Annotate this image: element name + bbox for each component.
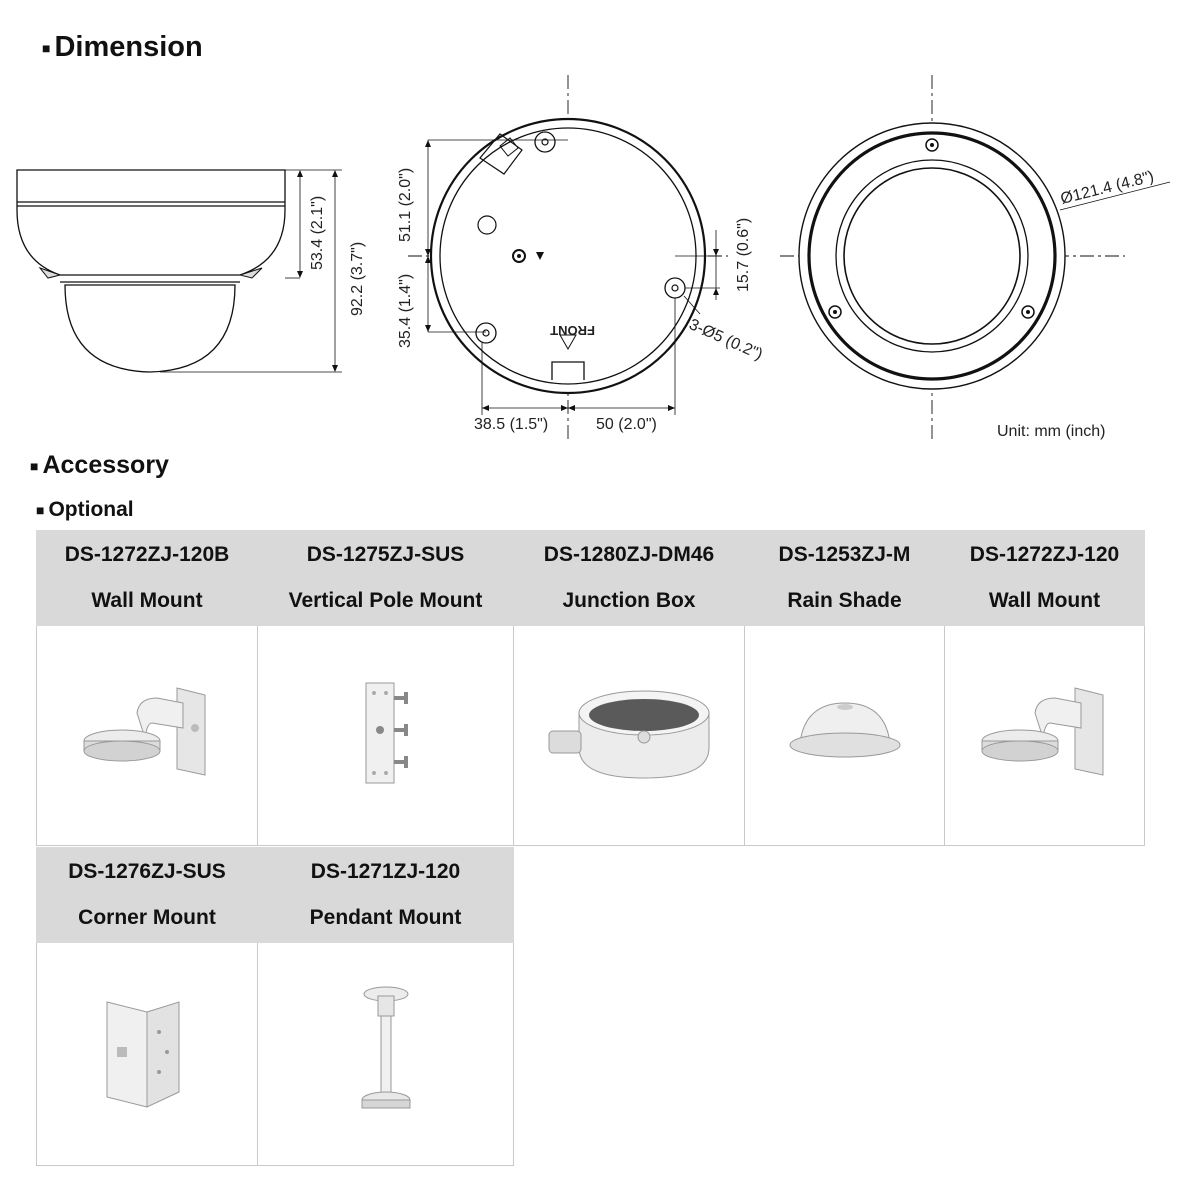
rain-shade-icon — [785, 693, 905, 773]
accessory-image-cell — [258, 943, 514, 1166]
optional-title: Optional — [48, 498, 134, 521]
accessory-name: Vertical Pole Mount — [288, 589, 483, 612]
accessory-name: Junction Box — [562, 589, 696, 612]
accessory-header — [945, 531, 1145, 626]
accessory-title: Accessory — [42, 451, 169, 479]
top-view-drawing — [780, 75, 1170, 440]
accessory-header — [37, 531, 258, 626]
accessory-image-cell — [514, 626, 745, 846]
table-row — [37, 531, 1145, 626]
bottom-dim-lower: 35.4 (1.4") — [397, 273, 414, 348]
dimension-drawing — [0, 70, 1179, 450]
side-dim-top: 53.4 (2.1") — [309, 195, 326, 270]
accessory-image-cell — [745, 626, 945, 846]
junction-box-icon — [544, 683, 714, 783]
wall-mount-icon — [975, 683, 1115, 783]
accessory-header — [37, 848, 258, 943]
bottom-view-drawing — [408, 75, 728, 442]
corner-mount-icon — [97, 992, 197, 1112]
accessory-name: Wall Mount — [988, 589, 1101, 612]
bullet-icon: ■ — [36, 502, 45, 519]
bottom-dim-upper: 51.1 (2.0") — [397, 167, 414, 242]
accessory-heading — [30, 451, 169, 480]
bottom-dim-holes: 3-Ø5 (0.2") — [686, 316, 766, 364]
bottom-dim-right-h: 50 (2.0") — [596, 416, 657, 433]
table-row — [37, 848, 514, 943]
accessory-model: DS-1280ZJ-DM46 — [543, 543, 715, 566]
accessory-table-row1 — [36, 530, 1145, 846]
accessory-model: DS-1276ZJ-SUS — [68, 860, 226, 883]
optional-heading — [36, 498, 134, 522]
accessory-name: Rain Shade — [787, 589, 902, 612]
side-dim-total: 92.2 (3.7") — [349, 241, 366, 316]
accessory-header — [745, 531, 945, 626]
accessory-model: DS-1272ZJ-120 — [969, 543, 1120, 566]
bottom-dim-left-h: 38.5 (1.5") — [474, 416, 549, 433]
accessory-header — [258, 848, 514, 943]
accessory-table-row2 — [36, 847, 514, 1166]
accessory-name: Wall Mount — [91, 589, 203, 612]
accessory-name: Pendant Mount — [309, 906, 462, 929]
accessory-header — [258, 531, 514, 626]
bullet-icon: ■ — [30, 458, 39, 475]
accessory-image-cell — [258, 626, 514, 846]
dimension-heading — [42, 31, 203, 64]
accessory-model: DS-1275ZJ-SUS — [306, 543, 465, 566]
dimension-title: Dimension — [54, 31, 203, 63]
side-view-drawing — [17, 170, 342, 372]
pendant-mount-icon — [351, 982, 421, 1122]
top-dim-diameter: Ø121.4 (4.8") — [1058, 168, 1156, 208]
accessory-image-cell — [945, 626, 1145, 846]
table-row — [37, 943, 514, 1166]
bottom-dim-right: 15.7 (0.6") — [735, 217, 752, 292]
accessory-model: DS-1253ZJ-M — [778, 543, 911, 566]
accessory-image-cell — [37, 943, 258, 1166]
unit-label: Unit: mm (inch) — [997, 423, 1106, 440]
accessory-model: DS-1271ZJ-120 — [310, 860, 461, 883]
wall-mount-icon — [77, 683, 217, 783]
pole-mount-icon — [346, 678, 426, 788]
accessory-model: DS-1272ZJ-120B — [64, 543, 230, 566]
accessory-header — [514, 531, 745, 626]
accessory-name: Corner Mount — [78, 906, 216, 929]
accessory-image-cell — [37, 626, 258, 846]
bottom-front-mark: FRONT — [550, 323, 595, 338]
bullet-icon: ■ — [42, 40, 51, 57]
table-row — [37, 626, 1145, 846]
